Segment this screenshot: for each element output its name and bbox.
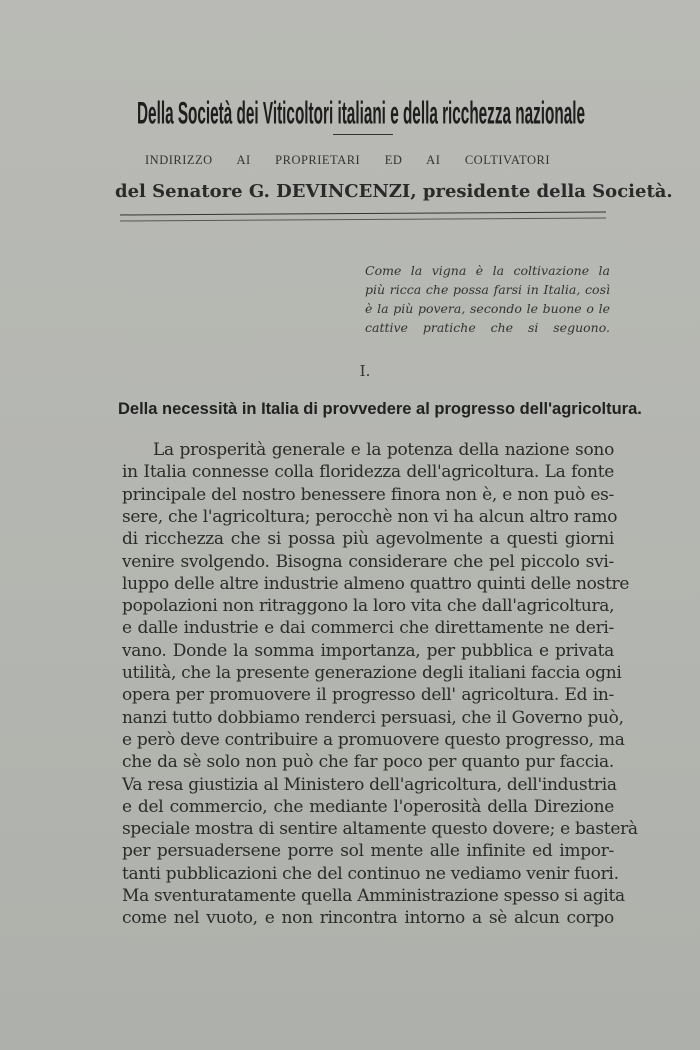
epigraph-line: cattive pratiche che si seguono. [365,320,610,335]
double-rule-divider [120,212,606,222]
body-line: e però deve contribuire a promuovere questo progresso, ma [122,729,625,750]
body-line: Ma sventuratamente quella Amministrazione spesso si agita [122,886,625,906]
body-line: in Italia connesse colla floridezza dell'agricoltura. La fonte [122,462,614,483]
epigraph-line: Come la vigna è la coltivazione la [365,263,610,278]
body-line: popolazioni non ritraggono la loro vita che dall'agricoltura, [122,596,615,617]
body-line: e del commercio, che mediante l'operosità della Direzione [122,796,614,817]
body-line: nanzi tutto dobbiamo renderci persuasi, che il Governo può, [122,707,624,728]
section-number: I. [359,362,371,380]
body-line: La prosperità generale e la potenza della nazione sono [153,440,614,460]
body-line: venire svolgendo. Bisogna considerare che pel piccolo svi- [122,551,614,572]
epigraph-line: più ricca che possa farsi in Italia, così [365,282,610,297]
body-line: tanti pubblicazioni che del continuo ne vediamo venir fuori. [122,863,619,884]
article-title: Della Società dei Viticoltori italiani e della ricchezza nazionale [137,96,585,131]
body-line: speciale mostra di sentire altamente questo dovere; e basterà [122,819,638,840]
body-line: di ricchezza che si possa più agevolmente a questi giorni [122,529,614,550]
body-line: vano. Donde la somma importanza, per pubblica e privata [122,640,614,661]
body-line: opera per promuovere il progresso dell' agricoltura. Ed in- [122,685,614,706]
body-line: e dalle industrie e dai commerci che direttamente ne deri- [122,618,614,639]
body-line: sere, che l'agricoltura; perocchè non vi ha alcun altro ramo [122,506,618,527]
subtitle: INDIRIZZO AI PROPRIETARI ED AI COLTIVATORI [145,153,550,167]
body-line: principale del nostro benessere finora non è, e non può es- [122,484,614,505]
author-line: del Senatore G. DEVINCENZI, presidente della Società. [115,181,673,202]
body-line: per persuadersene porre sol mente alle infinite ed impor- [122,841,614,862]
body-line: come nel vuoto, e non rincontra intorno a sè alcun corpo [122,908,614,929]
title-divider [333,134,393,135]
body-line: che da sè solo non può che far poco per quanto pur faccia. [122,752,614,773]
body-line: utilità, che la presente generazione degli italiani faccia ogni [122,663,622,683]
body-line: Va resa giustizia al Ministero dell'agricoltura, dell'industria [122,774,617,795]
epigraph-line: è la più povera, secondo le buone o le [365,301,610,316]
section-heading: Della necessità in Italia di provvedere al progresso dell'agricoltura. [118,400,642,418]
body-line: luppo delle altre industrie almeno quattro quinti delle nostre [122,573,630,594]
